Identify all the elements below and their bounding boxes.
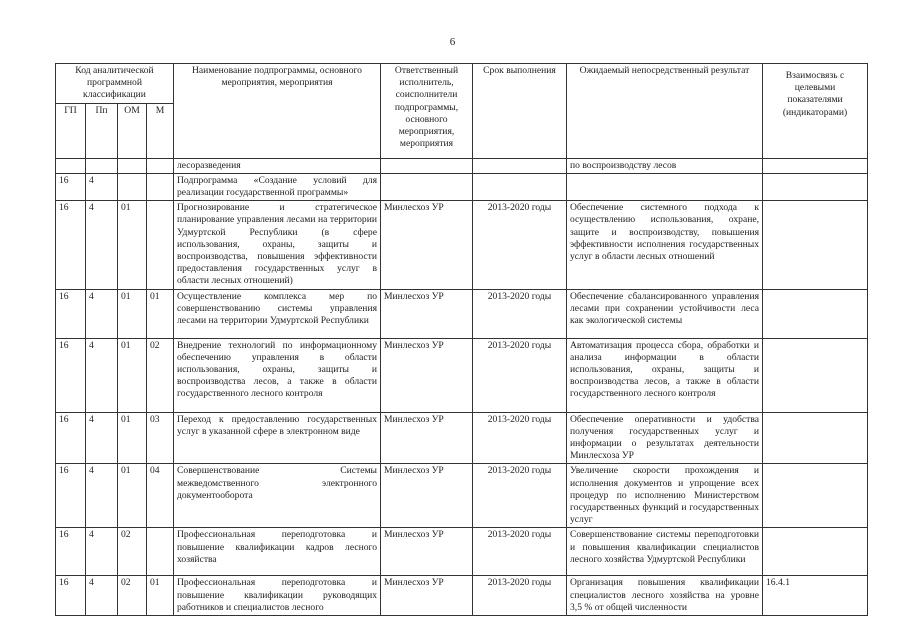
cell-m: 03 [147, 412, 174, 464]
cell-pp: 4 [86, 576, 118, 616]
cell-executor: Минлесхоз УР [381, 576, 473, 616]
cell-name: Переход к предоставлению государственных услуг в указанной сфере в электронном виде [174, 412, 381, 464]
cell-m [147, 158, 174, 173]
cell-executor: Минлесхоз УР [381, 338, 473, 412]
cell-result [567, 173, 763, 200]
table-row [56, 412, 868, 464]
cell-gp: 16 [56, 528, 86, 576]
cell-executor [381, 158, 473, 173]
cell-m [147, 528, 174, 576]
cell-link [763, 201, 868, 289]
cell-pp: 4 [86, 289, 118, 338]
cell-name: Прогнозирование и стратегическое планирование управления лесами на территории Удмуртской Республики (в сфере использования, охраны, защиты и воспроизводства, повышения эффективности предоставления государственных услуг в области лесных отношений) [174, 201, 381, 289]
cell-pp [86, 158, 118, 173]
cell-om: 01 [118, 464, 147, 528]
cell-om [118, 158, 147, 173]
cell-m [147, 173, 174, 200]
cell-period: 2013-2020 годы [473, 289, 567, 338]
cell-m: 01 [147, 576, 174, 616]
cell-name: Профессиональная переподготовка и повышение квалификации кадров лесного хозяйства [174, 528, 381, 576]
cell-link [763, 158, 868, 173]
cell-executor: Минлесхоз УР [381, 289, 473, 338]
cell-name: Профессиональная переподготовка и повышение квалификации руководящих работников и специалистов лесного [174, 576, 381, 616]
table-row [56, 158, 868, 173]
cell-om: 01 [118, 289, 147, 338]
cell-link [763, 528, 868, 576]
cell-gp: 16 [56, 173, 86, 200]
cell-link [763, 173, 868, 200]
cell-om: 01 [118, 412, 147, 464]
header-period: Срок выполнения [473, 64, 567, 159]
cell-result: Обеспечение системного подхода к осуществлению использования, охране, защите и воспроизводству, повышения эффективности исполнения государственных услуг в области лесных отношений [567, 201, 763, 289]
cell-link [763, 412, 868, 464]
cell-gp: 16 [56, 412, 86, 464]
cell-period [473, 158, 567, 173]
page-number: 6 [449, 36, 456, 48]
cell-pp: 4 [86, 338, 118, 412]
header-m: М [147, 103, 174, 158]
cell-name: Осуществление комплекса мер по совершенствованию системы управления лесами на территории Удмуртской Республики [174, 289, 381, 338]
cell-result: Автоматизация процесса сбора, обработки и анализа информации в области использования, охраны, защиты и воспроизводства лесов, а также в области государственного лесного контроля [567, 338, 763, 412]
header-link: Взаимосвязь с целевыми показателями (индикаторами) [763, 64, 868, 159]
cell-pp: 4 [86, 173, 118, 200]
cell-link [763, 464, 868, 528]
table-row [56, 576, 868, 616]
cell-period: 2013-2020 годы [473, 338, 567, 412]
cell-gp [56, 158, 86, 173]
header-pp: Пп [86, 103, 118, 158]
header-code-group: Код аналитической программной классификации [56, 64, 174, 104]
cell-gp: 16 [56, 201, 86, 289]
cell-period: 2013-2020 годы [473, 201, 567, 289]
cell-om: 02 [118, 528, 147, 576]
cell-result: Увеличение скорости прохождения и исполнения документов и упрощение всех процедур по исполнению Министерством государственных функций и государственных услуг [567, 464, 763, 528]
cell-result: Организация повышения квалификации специалистов лесного хозяйства на уровне 3,5 % от общей численности [567, 576, 763, 616]
cell-gp: 16 [56, 289, 86, 338]
cell-name: Совершенствование Системы межведомственного электронного документооборота [174, 464, 381, 528]
cell-link [763, 338, 868, 412]
table-row [56, 464, 868, 528]
header-om: ОМ [118, 103, 147, 158]
cell-om: 02 [118, 576, 147, 616]
header-result: Ожидаемый непосредственный результат [567, 64, 763, 159]
header-executor: Ответственный исполнитель, соисполнители подпрограммы, основного мероприятия, мероприятия [381, 64, 473, 159]
cell-result: Совершенствование системы переподготовки и повышения квалификации специалистов лесного хозяйства Удмуртской Республики [567, 528, 763, 576]
cell-period: 2013-2020 годы [473, 412, 567, 464]
cell-period: 2013-2020 годы [473, 576, 567, 616]
table-row [56, 528, 868, 576]
cell-period [473, 173, 567, 200]
cell-executor: Минлесхоз УР [381, 201, 473, 289]
cell-gp: 16 [56, 576, 86, 616]
cell-gp: 16 [56, 464, 86, 528]
cell-m [147, 201, 174, 289]
header-row-1 [56, 64, 868, 104]
cell-period: 2013-2020 годы [473, 528, 567, 576]
cell-name: Подпрограмма «Создание условий для реализации государственной программы» [174, 173, 381, 200]
cell-om [118, 173, 147, 200]
cell-executor: Минлесхоз УР [381, 412, 473, 464]
cell-pp: 4 [86, 528, 118, 576]
cell-om: 01 [118, 201, 147, 289]
cell-pp: 4 [86, 412, 118, 464]
cell-link [763, 289, 868, 338]
cell-om: 01 [118, 338, 147, 412]
cell-executor [381, 173, 473, 200]
cell-name: лесоразведения [174, 158, 381, 173]
table-row [56, 338, 868, 412]
cell-executor: Минлесхоз УР [381, 528, 473, 576]
cell-period: 2013-2020 годы [473, 464, 567, 528]
cell-m: 02 [147, 338, 174, 412]
header-name: Наименование подпрограммы, основного мероприятия, мероприятия [174, 64, 381, 159]
cell-result: Обеспечение оперативности и удобства получения государственных услуг и информации о результатах деятельности Минлесхоза УР [567, 412, 763, 464]
table-row [56, 289, 868, 338]
program-table [55, 63, 868, 616]
table-row [56, 201, 868, 289]
cell-link: 16.4.1 [763, 576, 868, 616]
cell-pp: 4 [86, 464, 118, 528]
cell-result: Обеспечение сбалансированного управления лесами при сохранении устойчивости леса как экологической системы [567, 289, 763, 338]
cell-pp: 4 [86, 201, 118, 289]
header-gp: ГП [56, 103, 86, 158]
cell-executor: Минлесхоз УР [381, 464, 473, 528]
table-row [56, 173, 868, 200]
cell-m: 04 [147, 464, 174, 528]
cell-result: по воспроизводству лесов [567, 158, 763, 173]
cell-m: 01 [147, 289, 174, 338]
cell-name: Внедрение технологий по информационному обеспечению управления в области использования, охраны, защиты и воспроизводства лесов, а также в области государственного лесного контроля [174, 338, 381, 412]
cell-gp: 16 [56, 338, 86, 412]
